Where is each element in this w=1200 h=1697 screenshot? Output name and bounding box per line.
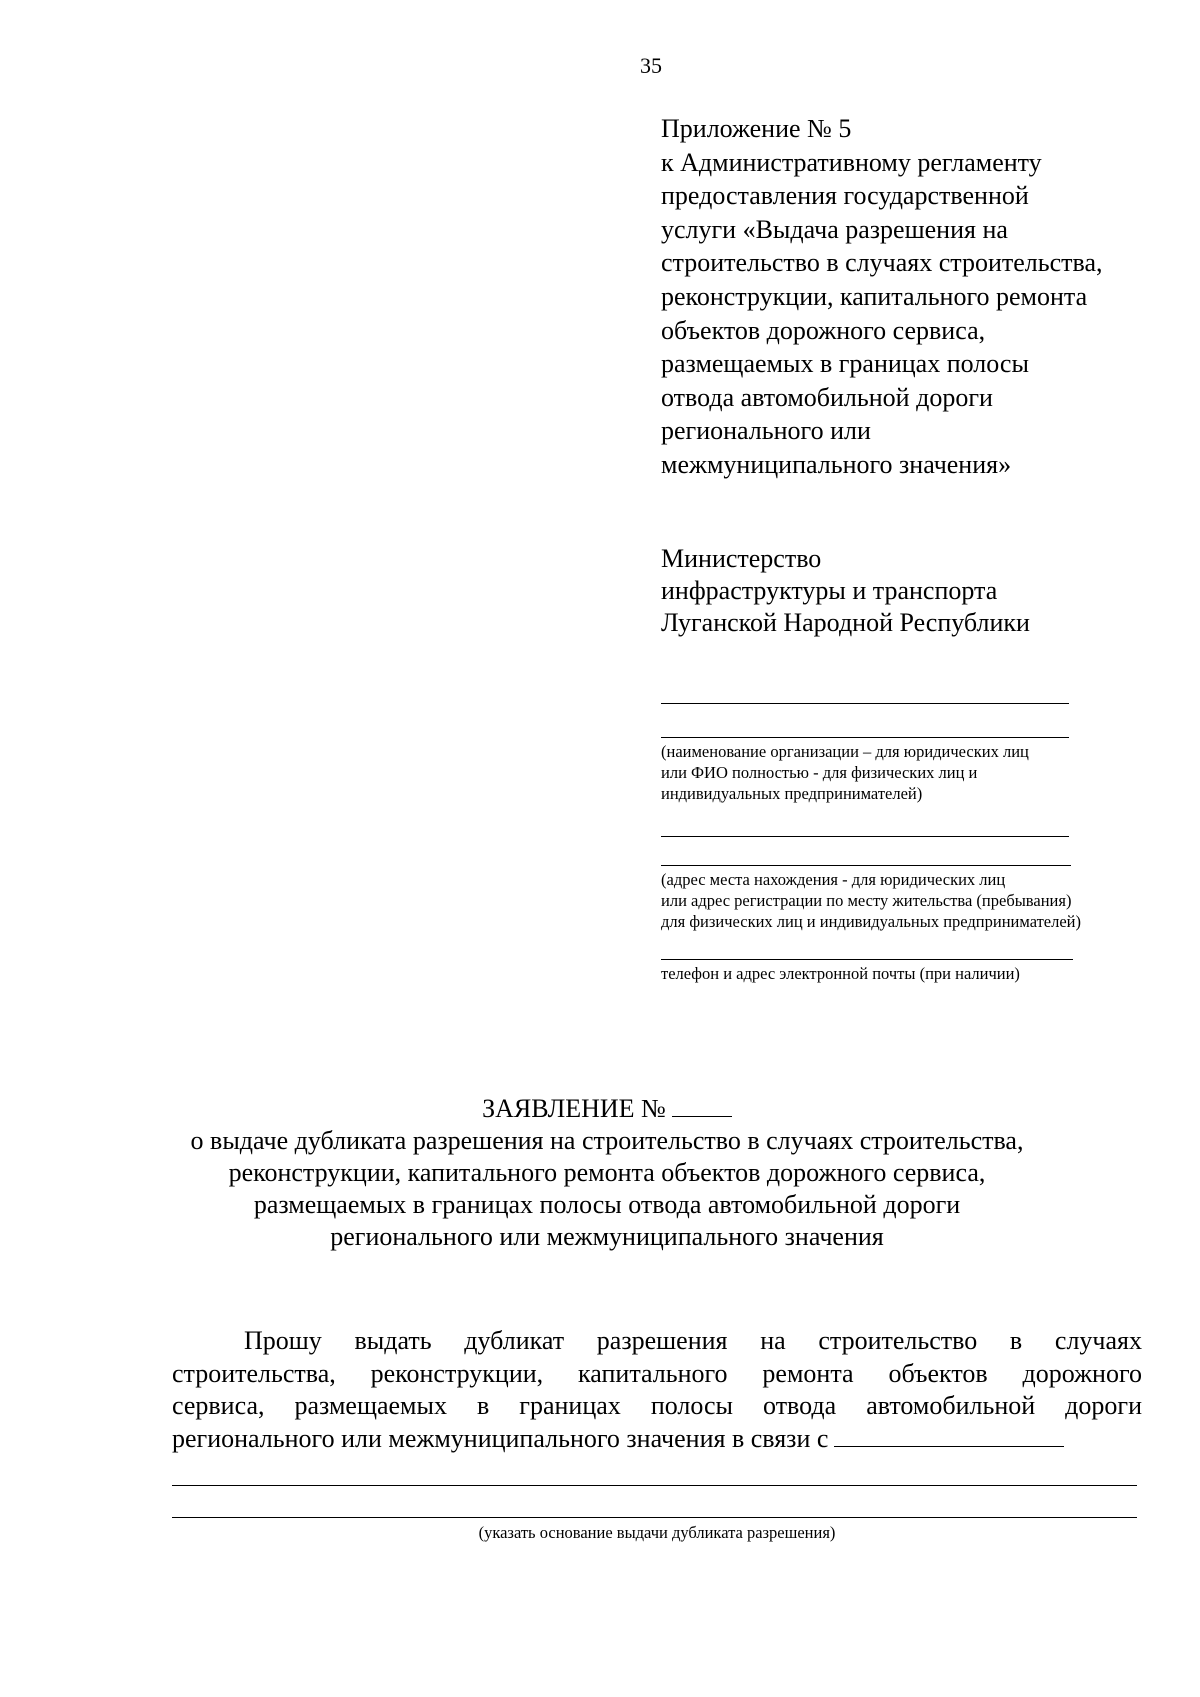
appendix-line: строительство в случаях строительства, xyxy=(661,248,1103,278)
title-line xyxy=(172,1093,1042,1125)
appendix-line: реконструкции, капитального ремонта xyxy=(661,281,1088,311)
subtitle-line: реконструкции, капитального ремонта объектов дорожного сервиса, xyxy=(228,1158,986,1187)
addressee-line: инфраструктуры и транспорта xyxy=(661,576,998,605)
caption-line: или адрес регистрации по месту жительства (пребывания) xyxy=(661,891,1072,910)
addressee-line: Луганской Народной Республики xyxy=(661,608,1030,637)
appendix-line: услуги «Выдача разрешения на xyxy=(661,214,1008,244)
application-title-block xyxy=(172,1093,1042,1253)
caption-line: (адрес места нахождения - для юридических лиц xyxy=(661,870,1006,889)
applicant-address-field-1[interactable] xyxy=(661,836,1069,837)
subtitle-line: регионального или межмуниципального значения xyxy=(330,1222,884,1251)
paragraph-line: сервиса, размещаемых в границах полосы отвода автомобильной дороги xyxy=(172,1391,1142,1420)
applicant-name-caption xyxy=(661,741,1029,804)
application-number-field[interactable] xyxy=(672,1094,732,1117)
applicant-name-field-1[interactable] xyxy=(661,703,1069,704)
appendix-line: отвода автомобильной дороги xyxy=(661,382,993,412)
page-number: 35 xyxy=(640,53,662,78)
caption-line: для физических лиц и индивидуальных предпринимателей) xyxy=(661,912,1082,931)
reason-field-2[interactable] xyxy=(172,1517,1137,1518)
paragraph-last-line xyxy=(172,1423,1142,1456)
appendix-line: объектов дорожного сервиса, xyxy=(661,315,986,345)
subtitle-line: размещаемых в границах полосы отвода автомобильной дороги xyxy=(253,1190,961,1219)
caption-line: (наименование организации – для юридических лиц xyxy=(661,742,1029,761)
application-title: ЗАЯВЛЕНИЕ № xyxy=(482,1094,666,1123)
caption-line: или ФИО полностью - для физических лиц и xyxy=(661,763,978,782)
caption-line: индивидуальных предпринимателей) xyxy=(661,784,923,803)
contact-caption: телефон и адрес электронной почты (при наличии) xyxy=(661,964,1020,983)
appendix-line: к Административному регламенту xyxy=(661,147,1042,177)
reason-inline-field[interactable] xyxy=(834,1424,1064,1447)
appendix-line: размещаемых в границах полосы xyxy=(661,349,1029,379)
appendix-line: регионального или xyxy=(661,416,871,446)
addressee-block xyxy=(661,543,1181,639)
applicant-address-field-2[interactable] xyxy=(661,865,1071,866)
request-paragraph xyxy=(172,1325,1142,1455)
appendix-line: Приложение № 5 xyxy=(661,114,852,143)
appendix-line: предоставления государственной xyxy=(661,181,1029,211)
reason-caption: (указать основание выдачи дубликата разрешения) xyxy=(478,1523,836,1542)
subtitle-line: о выдаче дубликата разрешения на строительство в случаях строительства, xyxy=(190,1126,1024,1155)
reason-field-1[interactable] xyxy=(172,1485,1137,1486)
applicant-name-field-2[interactable] xyxy=(661,737,1069,738)
appendix-header xyxy=(661,112,1181,482)
applicant-address-caption xyxy=(661,869,1081,932)
addressee-line: Министерство xyxy=(661,544,822,573)
contact-field[interactable] xyxy=(661,959,1073,960)
paragraph-line: Прошу выдать дубликат разрешения на строительство в случаях xyxy=(244,1326,1142,1355)
paragraph-line: строительства, реконструкции, капитального ремонта объектов дорожного xyxy=(172,1358,1142,1388)
paragraph-last-line-text: регионального или межмуниципального значения в связи с xyxy=(172,1423,829,1453)
appendix-line: межмуниципального значения» xyxy=(661,449,1012,479)
